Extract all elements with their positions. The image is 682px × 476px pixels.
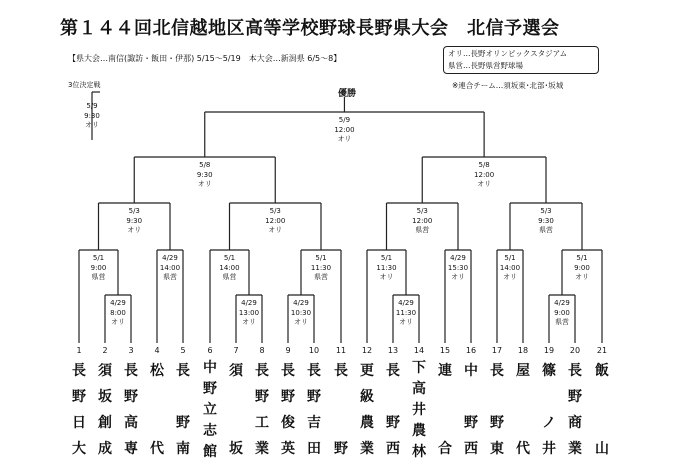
team-name: 長 野 西	[386, 363, 400, 457]
match-info-line: 11:30	[310, 263, 332, 272]
match-info-line: 5/3	[128, 207, 140, 215]
match-info-line: 12:00	[265, 216, 286, 225]
team-number: 12	[361, 346, 373, 355]
team-name: 須 坂 創 成	[98, 363, 112, 457]
team-name: 長 野 東	[490, 363, 504, 457]
match-info-line: オリ	[268, 226, 283, 234]
match-info-line: 4/29	[450, 254, 466, 262]
team-name: 長 野 吉 田	[307, 363, 321, 457]
team-number: 21	[596, 346, 608, 355]
team-number: 13	[387, 346, 399, 355]
team-number: 9	[285, 346, 291, 355]
match-info-line: 12:00	[334, 125, 355, 134]
legend-line-kenei: 県営…長野県営野球場	[448, 61, 523, 70]
match-info-line: 14:00	[159, 263, 181, 272]
team-number: 18	[517, 346, 529, 355]
match-info-line: オリ	[242, 318, 256, 326]
match-info-line: 5/1	[315, 254, 327, 262]
match-info-r1e	[542, 299, 582, 328]
team-number: 3	[128, 346, 134, 355]
team-name: 長 野	[334, 363, 348, 457]
match-info-line: 11:30	[376, 263, 397, 272]
match-info-line: 5/3	[540, 207, 552, 215]
team-name: 中 野 立 志 館	[203, 360, 217, 460]
match-info-r2b	[150, 254, 190, 283]
match-info-line: 県営	[539, 226, 553, 234]
team-name: 松 代	[150, 363, 164, 457]
team-number: 10	[308, 346, 320, 355]
match-info-line: 4/29	[293, 299, 309, 307]
match-info-line: 5/9	[86, 102, 98, 110]
team-name: 長 野 南	[176, 363, 190, 457]
match-info-line: 4/29	[241, 299, 257, 307]
match-info-line: 5/3	[416, 207, 428, 215]
match-info-line: 12:00	[474, 170, 495, 179]
match-info-r2a	[79, 254, 119, 283]
team-name: 連 合	[438, 363, 452, 457]
team-number: 1	[76, 346, 82, 355]
team-name: 長 野 商 業	[568, 363, 582, 457]
match-info-sf1	[185, 161, 225, 190]
match-info-line: オリ	[337, 135, 352, 143]
match-info-line: オリ	[451, 273, 465, 281]
match-info-r2c	[210, 254, 250, 283]
match-info-line: 5/1	[504, 254, 516, 262]
team-name: 長 野 日 大	[72, 363, 86, 457]
match-info-line: 8:00	[110, 308, 126, 317]
match-info-line: 12:00	[412, 216, 433, 225]
match-info-line: 9:30	[126, 216, 143, 225]
match-info-line: 9:30	[84, 111, 100, 120]
team-number: 8	[259, 346, 265, 355]
team-number: 11	[335, 346, 347, 355]
match-info-line: 10:30	[290, 308, 312, 317]
team-number: 4	[154, 346, 160, 355]
third-place-label: 3位決定戦	[68, 81, 101, 89]
team-number: 14	[413, 346, 425, 355]
match-info-line: 5/1	[92, 254, 105, 262]
match-info-r1c	[281, 299, 321, 328]
match-info-line: オリ	[379, 273, 394, 281]
team-name: 須 坂	[229, 363, 243, 457]
match-info-qf2	[255, 207, 295, 236]
match-info-line: 県営	[314, 273, 328, 281]
match-info-line: 5/1	[380, 254, 393, 262]
match-info-line: 4/29	[398, 299, 414, 307]
match-info-line: 県営	[555, 318, 569, 326]
legend-line-olympic: オリ…長野オリンピックスタジアム	[448, 49, 568, 58]
match-info-line: オリ	[575, 273, 589, 281]
page-title: 第１４４回北信越地区高等学校野球長野県大会 北信予選会	[60, 18, 560, 39]
match-info-qf1	[114, 207, 154, 236]
team-name: 長 野 俊 英	[281, 363, 295, 457]
team-number: 2	[102, 346, 108, 355]
team-number: 15	[439, 346, 451, 355]
match-info-line: 14:00	[499, 263, 521, 272]
match-info-r2f	[438, 254, 478, 283]
combined-team-note: ※連合チーム…須坂東･北部･坂城	[452, 81, 564, 90]
team-name: 篠 ノ 井	[542, 363, 556, 457]
match-info-line: オリ	[503, 273, 517, 281]
team-name: 中 野 西	[464, 363, 478, 457]
match-info-r1b	[229, 299, 269, 328]
team-name: 長 野 高 専	[124, 363, 138, 457]
match-info-line: 9:00	[574, 263, 590, 272]
team-name: 長 野 工 業	[255, 363, 269, 457]
team-number: 6	[207, 346, 213, 355]
match-info-r2e	[367, 254, 407, 283]
match-info-line: 県営	[222, 273, 237, 281]
team-number: 20	[569, 346, 581, 355]
match-info-r2h	[562, 254, 602, 283]
match-info-r1a	[98, 299, 138, 328]
match-info-line: 15:30	[447, 263, 469, 272]
match-info-line: オリ	[127, 226, 142, 234]
match-info-line: 5/9	[338, 116, 351, 124]
match-info-final	[324, 116, 364, 145]
match-info-line: 県営	[91, 273, 106, 281]
team-number: 16	[465, 346, 477, 355]
match-info-line: 県営	[163, 273, 177, 281]
match-info-line: 4/29	[110, 299, 126, 307]
match-info-line: 5/1	[576, 254, 588, 262]
match-info-line: 9:30	[538, 216, 554, 225]
match-info-line: 県営	[415, 226, 430, 234]
match-info-line: 5/8	[478, 161, 490, 169]
match-info-line: 5/3	[269, 207, 281, 215]
team-name: 飯 山	[595, 363, 609, 457]
match-info-r2d	[301, 254, 341, 283]
final-label: 優勝	[337, 89, 356, 99]
match-info-line: オリ	[294, 318, 308, 326]
match-info-r1d	[386, 299, 426, 328]
match-info-line: 11:30	[395, 308, 417, 317]
team-number: 19	[543, 346, 555, 355]
match-info-sf2	[464, 161, 504, 190]
tournament-schedule-note: 【県大会…南信(諏訪・飯田・伊那) 5/15～5/19 本大会…新潟県 6/5～8】	[68, 54, 342, 63]
team-name: 下 高 井 農 林	[412, 360, 426, 460]
match-info-line: 5/8	[199, 161, 211, 169]
match-info-third-place	[72, 102, 112, 131]
match-info-line: 13:00	[238, 308, 260, 317]
match-info-line: 14:00	[219, 263, 240, 272]
team-name: 更 級 農 業	[360, 363, 374, 457]
match-info-line: 4/29	[162, 254, 178, 262]
match-info-line: 9:00	[90, 263, 107, 272]
match-info-qf3	[402, 207, 442, 236]
match-info-line: オリ	[111, 318, 125, 326]
team-number: 5	[180, 346, 186, 355]
match-info-line: 9:30	[196, 170, 213, 179]
match-info-line: 4/29	[554, 299, 570, 307]
match-info-line: オリ	[85, 121, 99, 129]
team-number: 17	[491, 346, 503, 355]
match-info-line: 5/1	[223, 254, 236, 262]
team-number: 7	[233, 346, 239, 355]
team-name: 屋 代	[516, 363, 530, 457]
match-info-line: 9:00	[554, 308, 570, 317]
match-info-line: オリ	[197, 180, 212, 188]
match-info-r2g	[490, 254, 530, 283]
match-info-qf4	[526, 207, 566, 236]
match-info-line: オリ	[477, 180, 492, 188]
match-info-line: オリ	[399, 318, 413, 326]
